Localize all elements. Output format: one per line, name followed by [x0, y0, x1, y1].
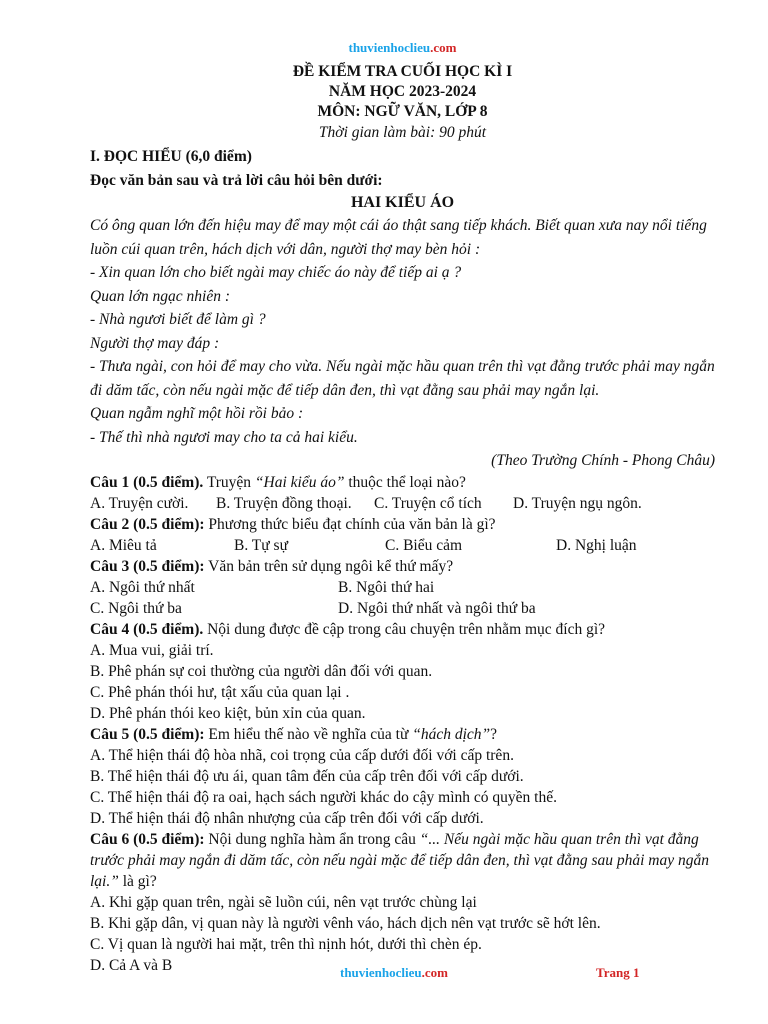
- options-row: [90, 493, 715, 514]
- question-text: ?: [490, 726, 498, 743]
- option-a[interactable]: A. Thể hiện thái độ hòa nhã, coi trọng của cấp dưới đối với cấp trên.: [90, 747, 514, 764]
- story-title: HAI KIỂU ÁO: [350, 194, 455, 211]
- option-a[interactable]: A. Ngôi thứ nhất: [90, 579, 195, 596]
- option-c[interactable]: C. Ngôi thứ ba: [90, 600, 182, 617]
- site-name: thuvienhoclieu: [348, 40, 431, 55]
- option-b[interactable]: B. Truyện đồng thoại.: [216, 495, 352, 512]
- option-d[interactable]: D. Phê phán thói keo kiệt, bủn xỉn của quan.: [90, 705, 366, 722]
- option-b[interactable]: B. Phê phán sự coi thường của người dân đối với quan.: [90, 663, 433, 680]
- option-a[interactable]: A. Mua vui, giải trí.: [90, 642, 214, 659]
- option-d[interactable]: D. Thể hiện thái độ nhân nhượng của cấp trên đối với cấp dưới.: [90, 810, 484, 827]
- exam-title: ĐỀ KIỂM TRA CUỐI HỌC KÌ I: [292, 63, 513, 80]
- option-d[interactable]: D. Ngôi thứ nhất và ngôi thứ ba: [338, 600, 536, 617]
- option-b[interactable]: B. Thể hiện thái độ ưu ái, quan tâm đến của cấp trên đối với cấp dưới.: [90, 768, 524, 785]
- page-number: Trang 1: [596, 965, 640, 980]
- question-quote: “hách dịch”: [412, 726, 491, 743]
- story-line: Có ông quan lớn đến hiệu may để may một cái áo thật sang tiếp khách. Biết quan xưa nay nổi tiếng luồn cúi quan trên, hách dịch với dân, người thợ may bèn hỏi :: [90, 217, 707, 258]
- question-text: Nội dung nghĩa hàm ẩn trong câu: [204, 831, 420, 848]
- option-b[interactable]: B. Khi gặp dân, vị quan này là người vênh váo, hách dịch nên vạt trước sẽ hớt lên.: [90, 915, 601, 932]
- question-label: Câu 5 (0.5 điểm):: [90, 726, 205, 743]
- question-text: Phương thức biểu đạt chính của văn bản là gì?: [204, 516, 496, 533]
- story-line: - Thưa ngài, con hỏi để may cho vừa. Nếu ngài mặc hầu quan trên thì vạt đằng trước phải may ngắn đi dăm tấc, còn nếu ngài mặc để tiếp dân đen, thì vạt đằng sau phải may ngắn lại.: [90, 358, 715, 399]
- options-row: [90, 577, 715, 598]
- option-d[interactable]: D. Nghị luận: [556, 537, 637, 554]
- time-limit: Thời gian làm bài: 90 phút: [318, 124, 487, 141]
- question-text: là gì?: [118, 873, 157, 890]
- question-label: Câu 3 (0.5 điểm):: [90, 558, 205, 575]
- question-3: [90, 556, 715, 577]
- section-instruction: Đọc văn bản sau và trả lời câu hỏi bên dưới:: [90, 172, 383, 189]
- question-4: [90, 619, 715, 640]
- question-label: Câu 2 (0.5 điểm):: [90, 516, 205, 533]
- site-tld: .com: [430, 40, 457, 55]
- option-c[interactable]: C. Phê phán thói hư, tật xấu của quan lại .: [90, 684, 350, 701]
- question-quote: “... Nếu ngài mặc hầu quan trên thì vạt đằng trước phải may ngắn đi dăm tấc, còn nếu ngài mặc để tiếp dân đen, thì vạt đằng sau phải may ngắn lại.”: [90, 831, 709, 890]
- subject: MÔN: NGỮ VĂN, LỚP 8: [317, 103, 488, 120]
- footer-site-tld: .com: [421, 965, 448, 980]
- option-c[interactable]: C. Thể hiện thái độ ra oai, hạch sách người khác do cậy mình có quyền thế.: [90, 789, 557, 806]
- site-watermark[interactable]: [90, 40, 715, 56]
- option-d[interactable]: D. Cả A và B: [90, 957, 173, 974]
- story-line: Quan ngẫm nghĩ một hồi rồi bảo :: [90, 405, 304, 422]
- options-row: [90, 598, 715, 619]
- section-heading: I. ĐỌC HIỂU (6,0 điểm): [90, 148, 252, 165]
- option-c[interactable]: C. Vị quan là người hai mặt, trên thì nịnh hót, dưới thì chèn ép.: [90, 936, 482, 953]
- question-text: Văn bản trên sử dụng ngôi kể thứ mấy?: [204, 558, 454, 575]
- option-a[interactable]: A. Miêu tả: [90, 537, 157, 554]
- options-row: [90, 535, 715, 556]
- question-text: Em hiểu thế nào về nghĩa của từ: [204, 726, 413, 743]
- footer-site-name: thuvienhoclieu: [340, 965, 422, 980]
- question-6: [90, 829, 715, 892]
- option-c[interactable]: C. Truyện cổ tích: [374, 495, 482, 512]
- option-d[interactable]: D. Truyện ngụ ngôn.: [513, 495, 642, 512]
- footer-site-link[interactable]: [340, 965, 448, 981]
- option-b[interactable]: B. Tự sự: [234, 537, 288, 554]
- option-c[interactable]: C. Biểu cảm: [385, 537, 463, 554]
- story-line: - Xin quan lớn cho biết ngài may chiếc áo này để tiếp ai ạ ?: [90, 264, 462, 281]
- option-a[interactable]: A. Truyện cười.: [90, 495, 189, 512]
- question-quote: “Hai kiểu áo”: [254, 474, 345, 491]
- story-line: - Thế thì nhà ngươi may cho ta cả hai kiểu.: [90, 428, 358, 446]
- question-label: Câu 6 (0.5 điểm):: [90, 831, 205, 848]
- question-label: Câu 1 (0.5 điểm).: [90, 474, 204, 491]
- school-year: NĂM HỌC 2023-2024: [328, 83, 477, 100]
- question-text: thuộc thể loại nào?: [344, 474, 466, 491]
- question-text: Truyện: [203, 474, 255, 491]
- option-a[interactable]: A. Khi gặp quan trên, ngài sẽ luồn cúi, nên vạt trước chùng lại: [90, 894, 477, 911]
- question-1: [90, 472, 715, 493]
- story-line: Người thợ may đáp :: [90, 334, 220, 352]
- story-line: - Nhà ngươi biết để làm gì ?: [90, 311, 266, 328]
- question-2: [90, 514, 715, 535]
- page-footer: [0, 965, 768, 985]
- exam-page: [90, 40, 715, 976]
- option-b[interactable]: B. Ngôi thứ hai: [338, 579, 435, 596]
- question-5: [90, 724, 715, 745]
- story-source: (Theo Trường Chính - Phong Châu): [491, 452, 715, 469]
- story-line: Quan lớn ngạc nhiên :: [90, 287, 230, 305]
- question-label: Câu 4 (0.5 điểm).: [90, 621, 204, 638]
- question-text: Nội dung được đề cập trong câu chuyện trên nhằm mục đích gì?: [203, 621, 606, 638]
